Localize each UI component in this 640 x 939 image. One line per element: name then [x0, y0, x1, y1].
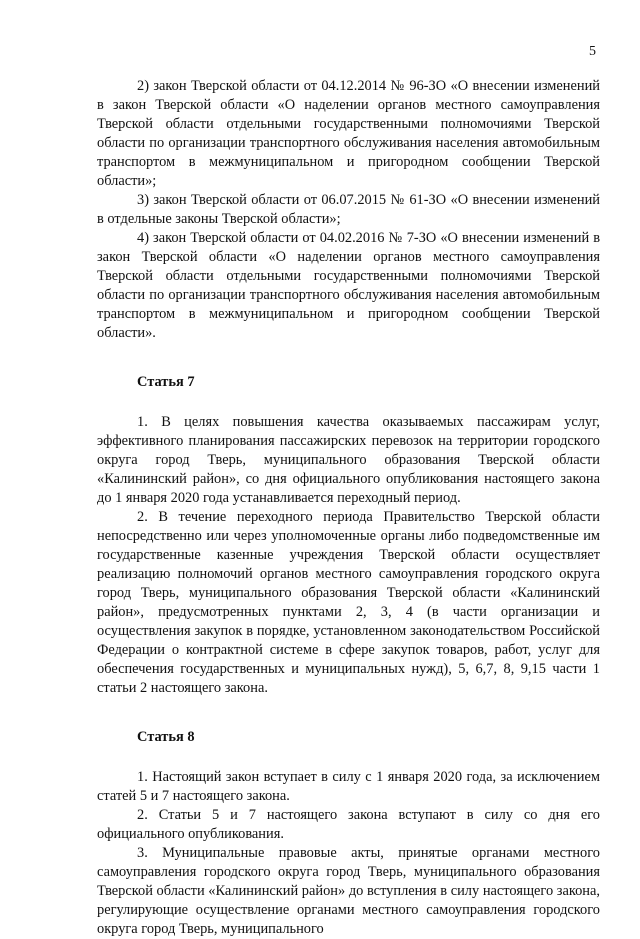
list-item: 4) закон Тверской области от 04.02.2016 № 7-ЗО «О внесении изменений в закон Тверской области «О наделении органов местного самоуправления Тверской области отдельными государственными полномочиями Тверской области по организации транспортного обслуживания населения автомобильным транспортом в межмуниципальном и пригородном сообщении Тверской области».: [97, 230, 600, 341]
article-7-heading: Статья 7: [137, 374, 195, 390]
article-8-paragraph: 3. Муниципальные правовые акты, принятые органами местного самоуправления городского округа город Тверь, муниципального образования Тверской области «Калининский район» до вступления в силу настоящего закона, регулирующие осуществление органами местного самоуправления городского округа город Тверь, муниципального: [97, 845, 600, 937]
article-7-paragraph: 2. В течение переходного периода Правительство Тверской области непосредственно или через уполномоченные органы либо подведомственные им государственные казенные учреждения Тверской области осуществляет реализацию полномочий органов местного самоуправления городского округа город Тверь, муниципального образования Тверской области «Калининский район», предусмотренных пунктами 2, 3, 4 (в части организации и осуществления закупок в порядке, установленном законодательством Российской Федерации о контрактной системе в сфере закупок товаров, работ, услуг для обеспечения государственных и муниципальных нужд), 5, 6,7, 8, 9,15 части 1 статьи 2 настоящего закона.: [97, 509, 600, 696]
page-number: 5: [589, 44, 596, 59]
list-item: 2) закон Тверской области от 04.12.2014 № 96-ЗО «О внесении изменений в закон Тверской области «О наделении органов местного самоуправления Тверской области отдельными государственными полномочиями Тверской области по организации транспортного обслуживания населения автомобильным транспортом в межмуниципальном и пригородном сообщении Тверской области»;: [97, 78, 600, 189]
article-8-heading: Статья 8: [137, 729, 195, 745]
article-8-paragraph: 2. Статьи 5 и 7 настоящего закона вступают в силу со дня его официального опубликования.: [97, 807, 600, 842]
list-item: 3) закон Тверской области от 06.07.2015 № 61-ЗО «О внесении изменений в отдельные законы Тверской области»;: [97, 192, 600, 227]
article-7-paragraph: 1. В целях повышения качества оказываемых пассажирам услуг, эффективного планирования пассажирских перевозок на территории городского округа город Тверь, муниципального образования Тверской области «Калининский район», со дня официального опубликования настоящего закона до 1 января 2020 года устанавливается переходный период.: [97, 414, 600, 506]
article-8-paragraph: 1. Настоящий закон вступает в силу с 1 января 2020 года, за исключением статей 5 и 7 настоящего закона.: [97, 769, 600, 804]
document-body: [97, 77, 600, 939]
